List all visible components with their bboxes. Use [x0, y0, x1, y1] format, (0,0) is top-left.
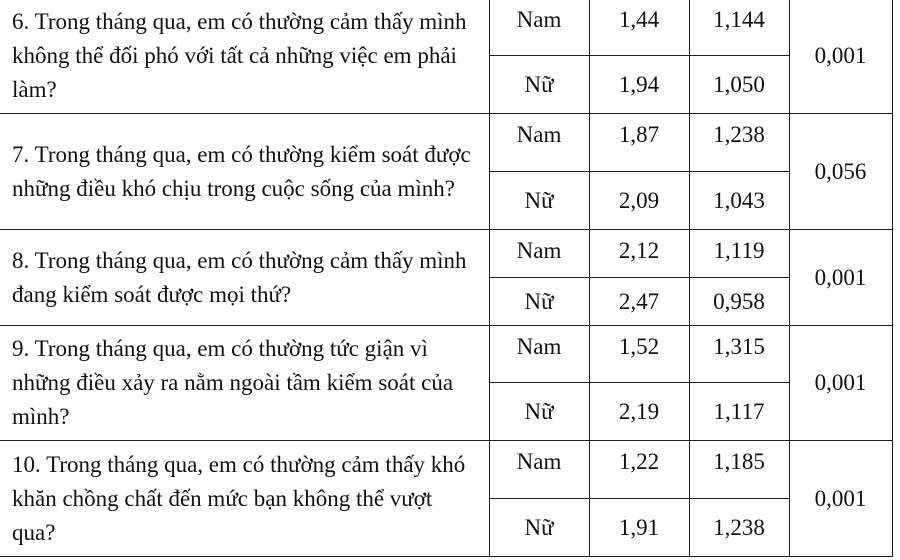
p-value-cell: 0,001 — [789, 441, 892, 557]
sd-cell: 1,185 — [689, 441, 789, 499]
mean-cell: 1,94 — [589, 56, 689, 114]
mean-cell: 1,44 — [589, 0, 689, 56]
sd-cell: 1,238 — [689, 114, 789, 172]
sd-cell: 1,119 — [689, 230, 789, 278]
group-cell: Nam — [489, 441, 589, 499]
mean-cell: 1,87 — [589, 114, 689, 172]
mean-cell: 1,91 — [589, 499, 689, 557]
mean-cell: 1,22 — [589, 441, 689, 499]
sd-cell: 1,043 — [689, 172, 789, 230]
group-cell: Nam — [489, 230, 589, 278]
table-row — [0, 441, 892, 499]
mean-cell: 1,52 — [589, 326, 689, 383]
table-row — [0, 114, 892, 172]
p-value-cell: 0,001 — [789, 230, 892, 326]
group-cell: Nữ — [489, 172, 589, 230]
group-cell: Nữ — [489, 278, 589, 326]
mean-cell: 2,12 — [589, 230, 689, 278]
mean-cell: 2,47 — [589, 278, 689, 326]
group-cell: Nam — [489, 326, 589, 383]
question-cell: 6. Trong tháng qua, em có thường cảm thấy mình không thể đối phó với tất cả những việc em phải làm? — [0, 0, 489, 114]
mean-cell: 2,09 — [589, 172, 689, 230]
question-cell: 7. Trong tháng qua, em có thường kiểm soát được những điều khó chịu trong cuộc sống của mình? — [0, 114, 489, 230]
sd-cell: 1,117 — [689, 383, 789, 441]
sd-cell: 1,144 — [689, 0, 789, 56]
question-cell: 10. Trong tháng qua, em có thường cảm thấy khó khăn chồng chất đến mức bạn không thể vượt qua? — [0, 441, 489, 557]
table-row — [0, 326, 892, 383]
sd-cell: 0,958 — [689, 278, 789, 326]
question-cell: 8. Trong tháng qua, em có thường cảm thấy mình đang kiểm soát được mọi thứ? — [0, 230, 489, 326]
p-value-cell: 0,001 — [789, 0, 892, 114]
table-row — [0, 0, 892, 56]
group-cell: Nữ — [489, 56, 589, 114]
mean-cell: 2,19 — [589, 383, 689, 441]
question-cell: 9. Trong tháng qua, em có thường tức giận vì những điều xảy ra nằm ngoài tầm kiểm soát của mình? — [0, 326, 489, 441]
sd-cell: 1,315 — [689, 326, 789, 383]
p-value-cell: 0,001 — [789, 326, 892, 441]
table-row — [0, 230, 892, 278]
sd-cell: 1,238 — [689, 499, 789, 557]
sd-cell: 1,050 — [689, 56, 789, 114]
group-cell: Nữ — [489, 499, 589, 557]
p-value-cell: 0,056 — [789, 114, 892, 230]
group-cell: Nam — [489, 114, 589, 172]
group-cell: Nam — [489, 0, 589, 56]
group-cell: Nữ — [489, 383, 589, 441]
